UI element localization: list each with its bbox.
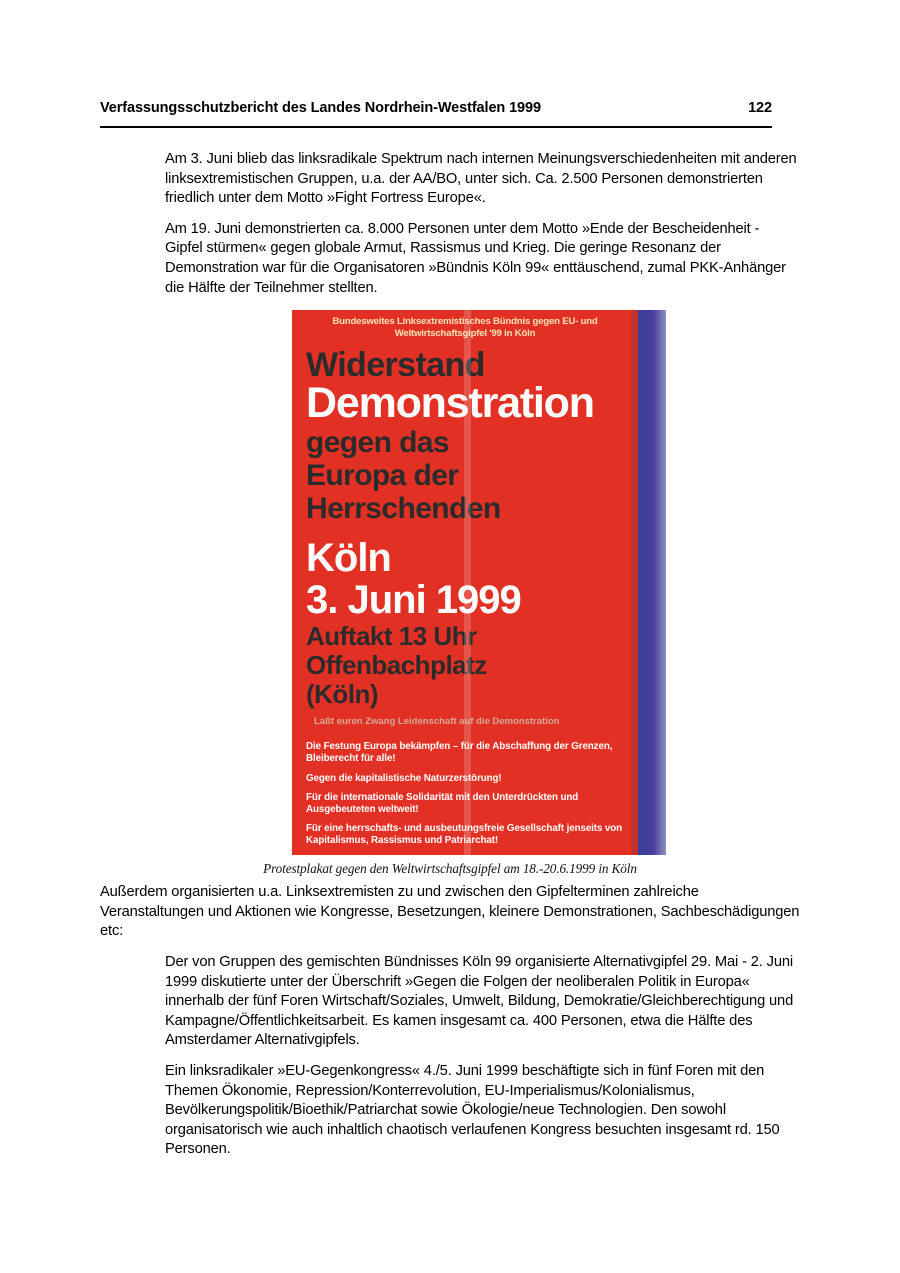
paragraph-5: Ein linksradikaler »EU-Gegenkongress« 4./5. Juni 1999 beschäftigte sich in fünf Foren mit den Themen Ökonomie, Repression/Konterrevolution, EU-Imperialismus/Kolonialismus, Bevölkerungspolitik/Bioethik/Patriarchat sowie Ökologie/neue Technologien. Den sowohl organisatorisch wie auch inhaltlich chaotisch verlaufenen Kongress besuchten insgesamt rd. 150 Personen. — [165, 1062, 780, 1158]
figure-poster — [100, 310, 800, 877]
poster-demand-item: Gegen die kapitalistische Naturzerstörung! — [306, 772, 502, 784]
poster-city: Köln — [306, 536, 391, 581]
figure-caption: Protestplakat gegen den Weltwirtschaftsgipfel am 18.-20.6.1999 in Köln — [263, 861, 637, 877]
poster-demand-item: Für die internationale Solidarität mit den Unterdrückten und Ausgebeuteten weltweit! — [306, 791, 579, 815]
paragraph-2: Am 19. Juni demonstrierten ca. 8.000 Personen unter dem Motto »Ende der Bescheidenheit - Gipfel stürmen« gegen globale Armut, Rassismus und Krieg. Die geringe Resonanz der Demonstration war für die Organisatoren »Bündnis Köln 99« enttäuschend, zumal PKK-Anhänger die Hälfte der Teilnehmer stellten. — [165, 220, 786, 296]
poster-demand-item: Die Festung Europa bekämpfen – für die Abschaffung der Grenzen, Bleiberecht für alle! — [306, 741, 613, 765]
poster-place: Offenbachplatz — [306, 650, 487, 681]
poster-line-demonstration: Demonstration — [306, 379, 594, 428]
poster-line-widerstand: Widerstand — [306, 346, 485, 385]
poster-canvas — [292, 310, 666, 855]
poster-line-gegen-das: gegen das — [306, 426, 449, 460]
document-body — [100, 150, 800, 1171]
paragraph-3: Außerdem organisierten u.a. Linksextremisten zu und zwischen den Gipfelterminen zahlreiche Veranstaltungen und Aktionen wie Kongresse, Besetzungen, kleinere Demonstrationen, Sachbeschädigungen etc: — [100, 884, 800, 940]
page-header — [100, 100, 772, 116]
paragraph-1: Am 3. Juni blieb das linksradikale Spektrum nach internen Meinungsverschiedenheiten mit anderen linksextremistischen Gruppen, u.a. der AA/BO, unter sich. Ca. 2.500 Personen demonstrierten friedlich unter dem Motto »Fight Fortress Europe«. — [165, 151, 797, 207]
poster-right-edge — [638, 310, 666, 855]
header-title: Verfassungsschutzbericht des Landes Nordrhein-Westfalen 1999 — [100, 100, 541, 116]
poster-start-time: Auftakt 13 Uhr — [306, 621, 477, 652]
poster-place-city: (Köln) — [306, 679, 379, 710]
page-number: 122 — [748, 100, 772, 116]
poster-line-europa-der: Europa der — [306, 459, 459, 493]
poster-side-note: Laßt euren Zwang Leidenschaft auf die Demonstration — [314, 716, 560, 728]
paragraph-4: Der von Gruppen des gemischten Bündnisses Köln 99 organisierte Alternativgipfel 29. Mai - 2. Juni 1999 diskutierte unter der Überschrift »Gegen die Folgen der neoliberalen Politik in Europa« innerhalb der fünf Foren Wirtschaft/Soziales, Umwelt, Bildung, Demokratie/Gleichberechtigung und Kampagne/Öffentlichkeitsarbeit. Es kamen insgesamt ca. 400 Personen, etwa die Hälfte des Amsterdamer Alternativgipfels. — [165, 953, 794, 1049]
poster-image — [292, 310, 666, 855]
header-divider — [100, 126, 772, 128]
poster-line-herrschenden: Herrschenden — [306, 492, 501, 526]
poster-date: 3. Juni 1999 — [306, 578, 521, 623]
poster-demand-item: Für eine herrschafts- und ausbeutungsfreie Gesellschaft jenseits von Kapitalismus, Rassismus und Patriarchat! — [306, 823, 623, 847]
poster-top-line: Bundesweites Linksextremistisches Bündnis gegen EU- und Weltwirtschaftsgipfel '99 in Köln — [332, 316, 598, 339]
poster-fold-highlight — [464, 310, 471, 855]
